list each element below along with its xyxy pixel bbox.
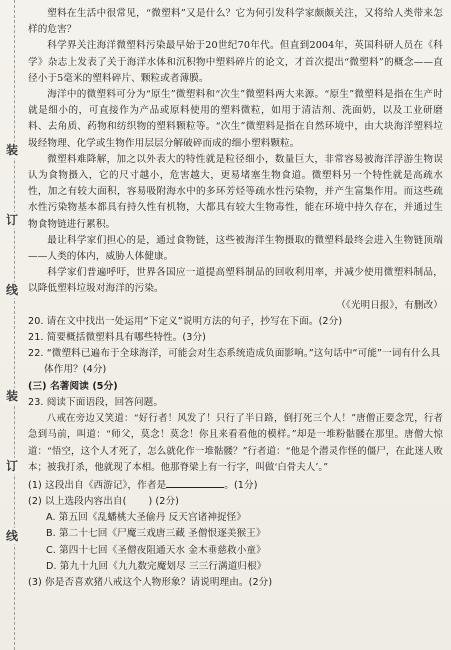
binding-label: 订 [5,213,18,227]
choice-option-d: D. 第九十九回《九九数完魔划尽 三三行满道归根》 [46,560,267,572]
sub-question-2-points: ) (2分) [148,495,180,507]
binding-label: 线 [5,283,18,297]
article-paragraph: 科学家们普遍呼吁，世界各国应一道提高塑料制品的回收利用率，并减少使用微塑料制品，以降低塑料垃圾对海洋的污染。 [28,267,443,295]
article-paragraph: 微塑料难降解，加之以外表大的特性就是粒径细小，数量巨大，非常容易被海洋浮游生物误认为食物摄入，它的尺寸越小，危害越大，更易堵塞生物食道。微塑料另一个特性就是高疏水性，加之有较大面积，容易吸附海水中的多环芳烃等疏水性污染物，并产生富集作用。而这些疏水性污染物基本都具有持久性有机物，大都具有较大生物毒性，能在环境中持久存在，并通过生物食物链进行累积。 [28,153,443,230]
choice-option-c: C. 第四十七回《圣僧夜阻通天水 金木垂慈救小童》 [46,544,266,556]
binding-label: 装 [5,143,18,157]
binding-margin [1,0,23,650]
sub-question-1-text: (1) 这段出自《西游记》，作者是 [28,479,167,491]
novel-excerpt: 八戒在旁边又笑道：“好行者！风发了！只行了半日路，倒打死三个人！”唐僧正要念咒，行者急到马前，叫道：“师父，莫念！莫念！你且来看看他的模样。”却是一堆粉骷髅在那里。唐僧大惊道：“悟空，这个人才死了，怎么就化作一堆骷髅？”行者道：“他是个潜灵作怪的僵尸，在此迷人败本；被我打杀，他就现了本相。他那脊梁上有一行字，叫做‘白骨夫人’。” [28,413,443,474]
question-22: 22. “微塑料已遍布于全球海洋，可能会对生态系统造成负面影响。”这句话中“可能”一词有什么具体作用？(4分) [28,348,441,376]
sub-question-3: (3) 你是否喜欢猪八戒这个人物形象？请说明理由。(2分) [28,576,273,588]
binding-label: 装 [5,389,18,403]
article-paragraph: 海洋中的微塑料可分为“原生”微塑料和“次生”微塑料两大来源。“原生”微塑料是指在生产时就是细小的，可直接作为产品或原料使用的塑料微粒，如用于清洁剂、洗面奶，以及工业研磨料、去角质、药物和纺织物的塑料颗粒等。“次生”微塑料是指在自然环境中，由大块海洋塑料垃圾经物理、化学或生物作用层层分解破碎而成的细小塑料颗粒。 [28,89,443,149]
article-paragraph: 科学界关注海洋微塑料污染最早始于20世纪70年代。但直到2004年，英国科研人员在《科学》杂志上发表了关于海洋水体和沉积物中塑料碎片的论文，才首次提出“微塑料”的概念——直径小于5毫米的塑料碎片、颗粒或者薄膜。 [28,40,443,84]
question-23: 23. 阅读下面语段，回答问题。 [28,396,164,408]
article-paragraph: 最让科学家们担心的是，通过食物链，这些被海洋生物摄取的微塑料最终会进入生物链顶端——人类的体内，威胁人体健康。 [28,234,443,263]
question-20: 20. 请在文中找出一处运用“下定义”说明方法的句子，抄写在下面。(2分) [28,315,343,327]
sub-question-1 [28,477,443,494]
choice-option-b: B. 第二十七回《尸魔三戏唐三藏 圣僧恨逐美猴王》 [46,528,266,540]
article-source: （《光明日报》，有删改） [336,299,443,311]
binding-label: 订 [5,459,18,473]
section-heading: (三) 名著阅读 (5分) [28,380,118,392]
sub-question-1-points: 。(1分) [224,479,258,491]
sub-question-2-text: (2) 以上选段内容出自( [28,495,127,507]
choice-option-a: A. 第五回《乱蟠桃大圣偷丹 反天宫诸神捉怪》 [46,512,247,524]
answer-blank[interactable] [166,477,224,488]
binding-label: 线 [5,529,18,543]
exam-content [28,6,443,591]
sub-question-2 [28,494,443,510]
question-21: 21. 简要概括微塑料具有哪些特性。(3分) [28,332,207,344]
article-paragraph: 塑料在生活中很常见，“微塑料”又是什么？它为何引发科学家颇颇关注，又将给人类带来怎样的危害？ [28,8,443,36]
